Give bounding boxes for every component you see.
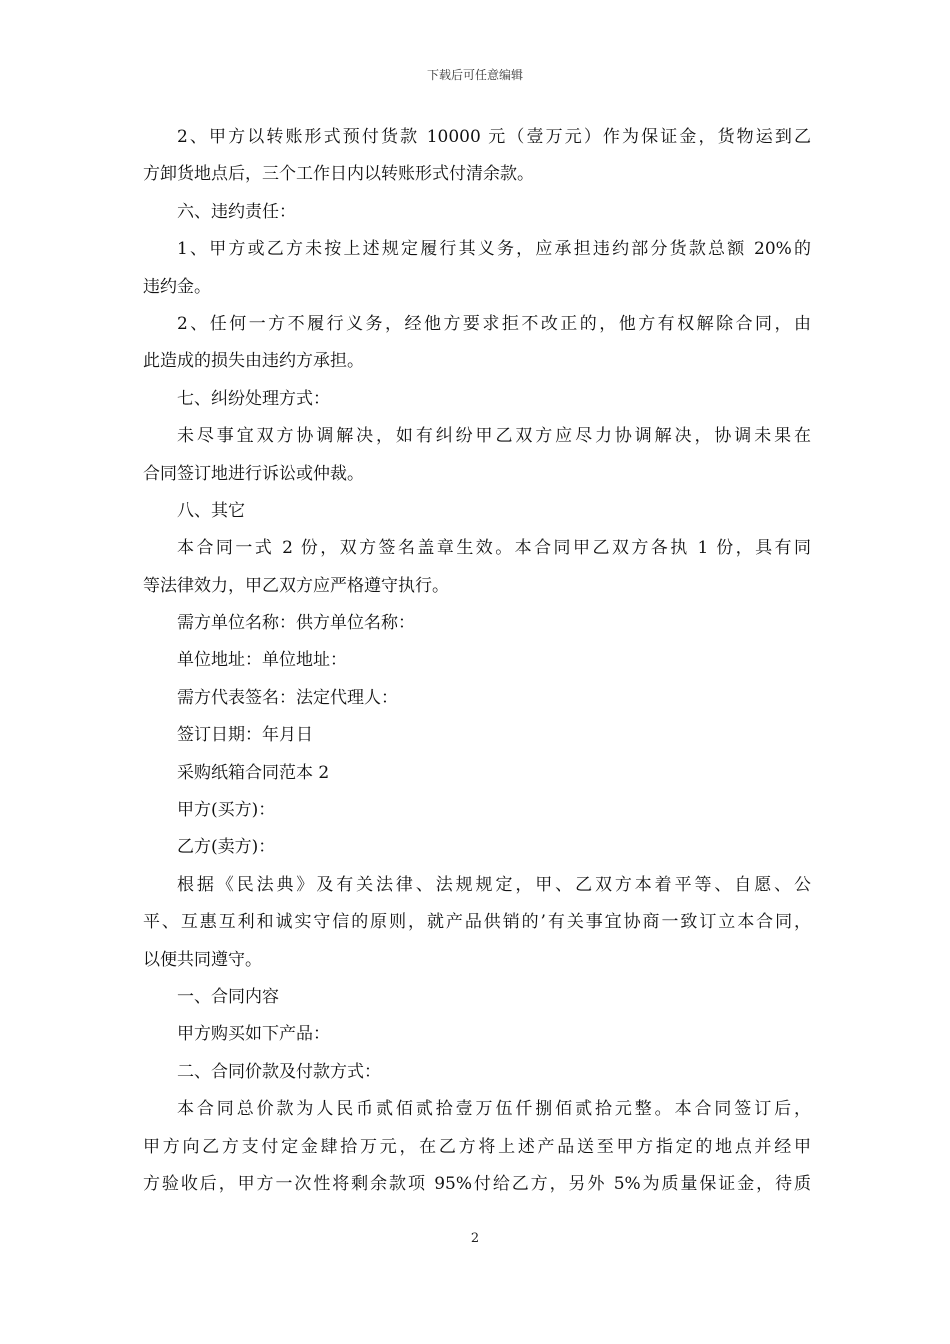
text-line: 未尽事宜双方协调解决，如有纠纷甲乙双方应尽力协调解决，协调未果在 xyxy=(177,426,811,447)
text-line: 方验收后，甲方一次性将剩余款项 95%付给乙方，另外 5%为质量保证金，待质 xyxy=(143,1173,811,1194)
text-line: 需方代表签名：法定代理人： xyxy=(177,687,398,708)
text-line: 根据《民法典》及有关法律、法规规定，甲、乙双方本着平等、自愿、公 xyxy=(177,874,811,895)
text-line: 采购纸箱合同范本 2 xyxy=(177,762,330,783)
text-line: 八、其它 xyxy=(177,500,245,521)
text-line: 甲方(买方)： xyxy=(177,800,276,821)
text-line: 此造成的损失由违约方承担。 xyxy=(143,351,364,372)
text-line: 合同签订地进行诉讼或仲裁。 xyxy=(143,463,364,484)
text-line: 一、合同内容 xyxy=(177,986,279,1007)
text-line: 单位地址：单位地址： xyxy=(177,650,347,671)
text-line: 平、互惠互利和诚实守信的原则，就产品供销的’有关事宜协商一致订立本合同， xyxy=(143,912,811,933)
text-line: 2、甲方以转账形式预付货款 10000 元（壹万元）作为保证金，货物运到乙 xyxy=(177,127,811,147)
text-line: 违约金。 xyxy=(143,276,211,297)
text-line: 二、合同价款及付款方式： xyxy=(177,1061,381,1082)
text-line: 七、纠纷处理方式： xyxy=(177,388,330,409)
page-header-note: 下载后可任意编辑 xyxy=(426,68,523,82)
text-line: 本合同一式 2 份，双方签名盖章生效。本合同甲乙双方各执 1 份，具有同 xyxy=(177,538,811,559)
text-line: 本合同总价款为人民币贰佰贰拾壹万伍仟捌佰贰拾元整。本合同签订后， xyxy=(177,1099,811,1120)
text-line: 甲方购买如下产品： xyxy=(177,1024,330,1045)
document-body xyxy=(143,119,811,1203)
text-line: 等法律效力，甲乙双方应严格遵守执行。 xyxy=(143,575,449,596)
page-number: 2 xyxy=(470,1231,480,1246)
text-line: 签订日期：年月日 xyxy=(177,725,313,746)
text-line: 以便共同遵守。 xyxy=(143,949,262,970)
text-line: 乙方(卖方)： xyxy=(177,837,276,858)
text-line: 需方单位名称：供方单位名称： xyxy=(177,613,415,634)
text-line: 方卸货地点后，三个工作日内以转账形式付清余款。 xyxy=(143,164,534,185)
text-line: 2、任何一方不履行义务，经他方要求拒不改正的，他方有权解除合同，由 xyxy=(177,313,811,334)
text-line: 甲方向乙方支付定金肆拾万元，在乙方将上述产品送至甲方指定的地点并经甲 xyxy=(143,1136,811,1157)
text-line: 1、甲方或乙方未按上述规定履行其义务，应承担违约部分货款总额 20%的 xyxy=(177,239,811,260)
text-line: 六、违约责任： xyxy=(177,201,296,222)
